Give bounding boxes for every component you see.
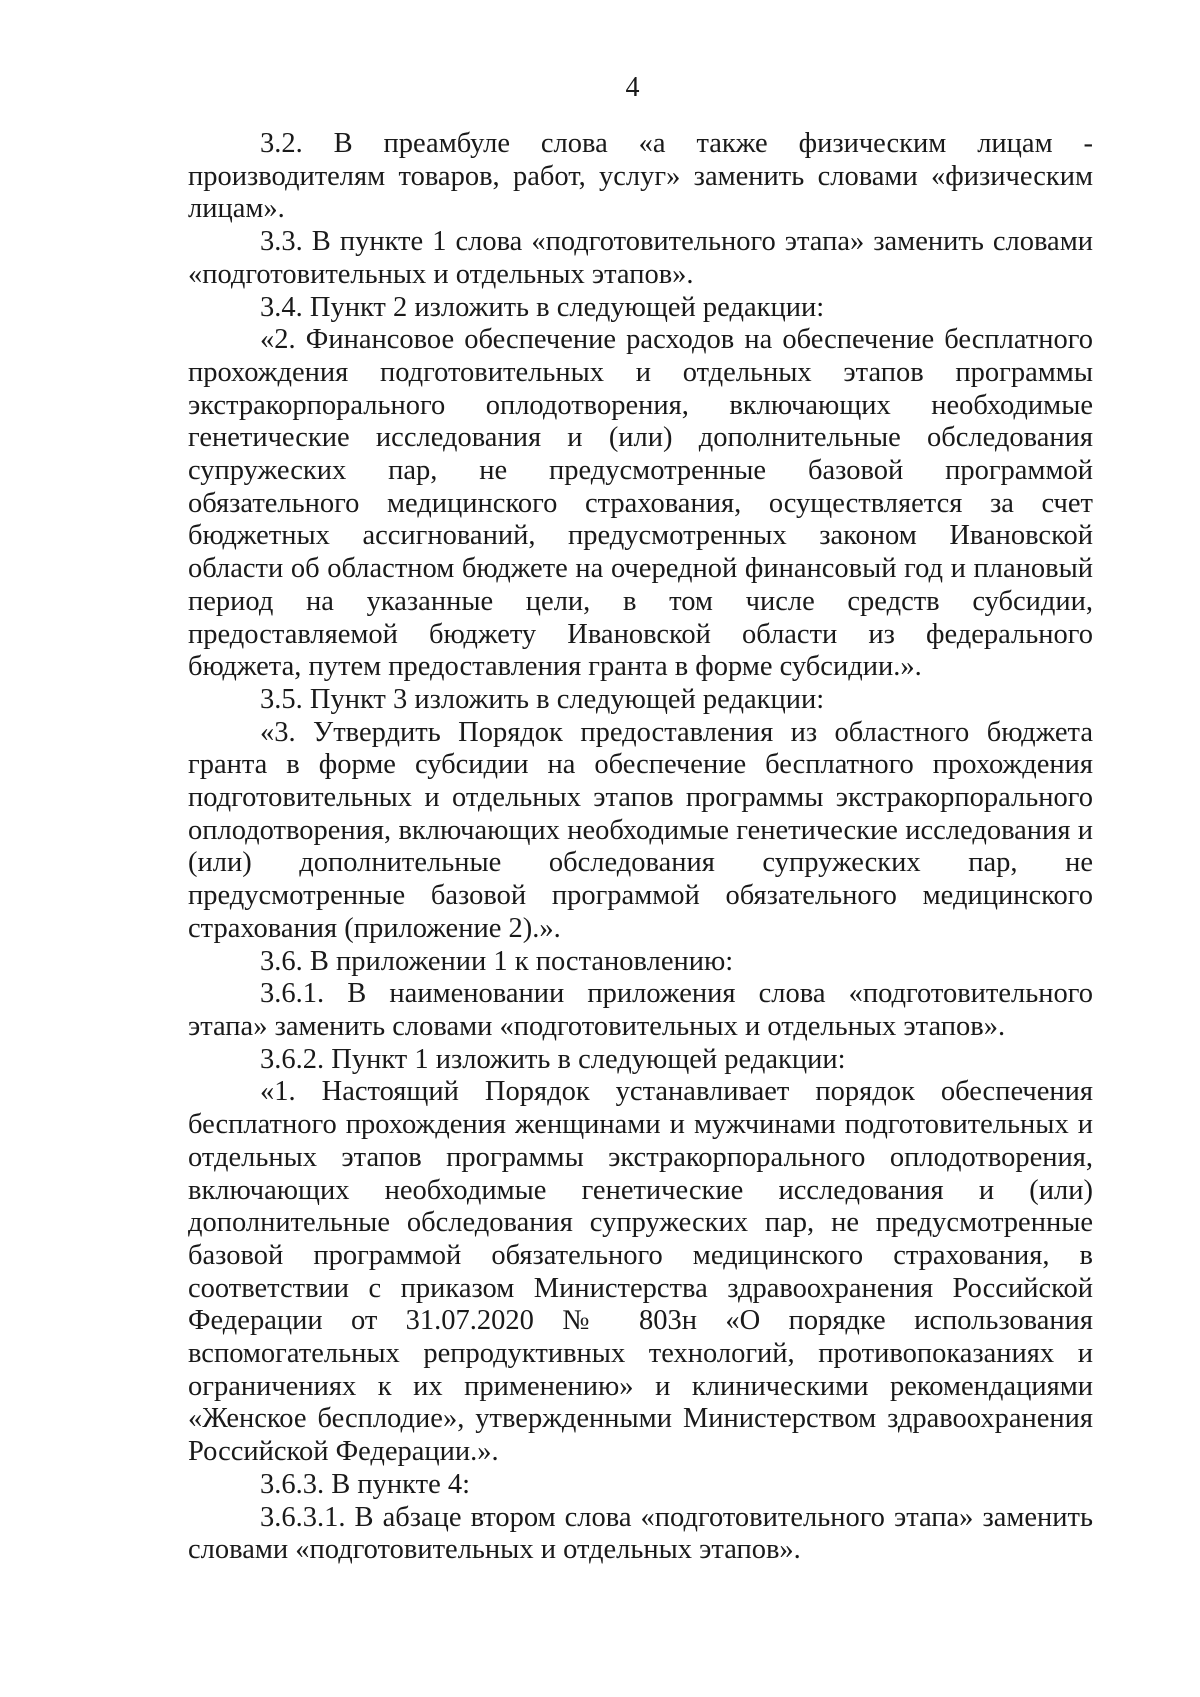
paragraph-3-4-text: «2. Финансовое обеспечение расходов на обеспечение бесплатного прохождения подготовительных и отдельных этапов программы экстракорпорального оплодотворения, включающих необходимые генетические исследования и (или) дополнительные обследования супружеских пар, не предусмотренные базовой программой обязательного медицинского страхования, осуществляется за счет бюджетных ассигнований, предусмотренных законом Ивановской области об областном бюджете на очередной финансовый год и плановый период на указанные цели, в том числе средств субсидии, предоставляемой бюджету Ивановской области из федерального бюджета, путем предоставления гранта в форме субсидии.». — [188, 324, 1093, 683]
paragraph-3-6-3-1: 3.6.3.1. В абзаце втором слова «подготовительного этапа» заменить словами «подготовительных и отдельных этапов». — [188, 1501, 1093, 1566]
document-body — [188, 128, 1093, 1567]
paragraph-3-5: 3.5. Пункт 3 изложить в следующей редакции: — [260, 683, 825, 715]
paragraph-3-6-2: 3.6.2. Пункт 1 изложить в следующей редакции: — [260, 1043, 846, 1075]
paragraph-3-6-1: 3.6.1. В наименовании приложения слова «подготовительного этапа» заменить словами «подготовительных и отдельных этапов». — [188, 978, 1093, 1042]
paragraph-3-6-3: 3.6.3. В пункте 4: — [260, 1468, 471, 1500]
paragraph-3-6: 3.6. В приложении 1 к постановлению: — [260, 945, 734, 977]
paragraph-3-2: 3.2. В преамбуле слова «а также физическим лицам - производителям товаров, работ, услуг» заменить словами «физическим лицам». — [188, 128, 1093, 225]
page-number: 4 — [625, 72, 640, 103]
paragraph-3-6-2-text: «1. Настоящий Порядок устанавливает порядок обеспечения бесплатного прохождения женщинами и мужчинами подготовительных и отдельных этапов программы экстракорпорального оплодотворения, включающих необходимые генетические исследования и (или) дополнительные обследования супружеских пар, не предусмотренные базовой программой обязательного медицинского страхования, в соответствии с приказом Министерства здравоохранения Российской Федерации от 31.07.2020 № 803н «О порядке использования вспомогательных репродуктивных технологий, противопоказаниях и ограничениях к их применению» и клиническими рекомендациями «Женское бесплодие», утвержденными Министерством здравоохранения Российской Федерации.». — [188, 1076, 1093, 1468]
paragraph-3-3: 3.3. В пункте 1 слова «подготовительного этапа» заменить словами «подготовительных и отдельных этапов». — [188, 226, 1093, 290]
paragraph-3-5-text: «3. Утвердить Порядок предоставления из областного бюджета гранта в форме субсидии на обеспечение бесплатного прохождения подготовительных и отдельных этапов программы экстракорпорального оплодотворения, включающих необходимые генетические исследования и (или) дополнительные обследования супружеских пар, не предусмотренные базовой программой обязательного медицинского страхования (приложение 2).». — [188, 716, 1093, 944]
paragraph-3-4: 3.4. Пункт 2 изложить в следующей редакции: — [260, 291, 825, 323]
